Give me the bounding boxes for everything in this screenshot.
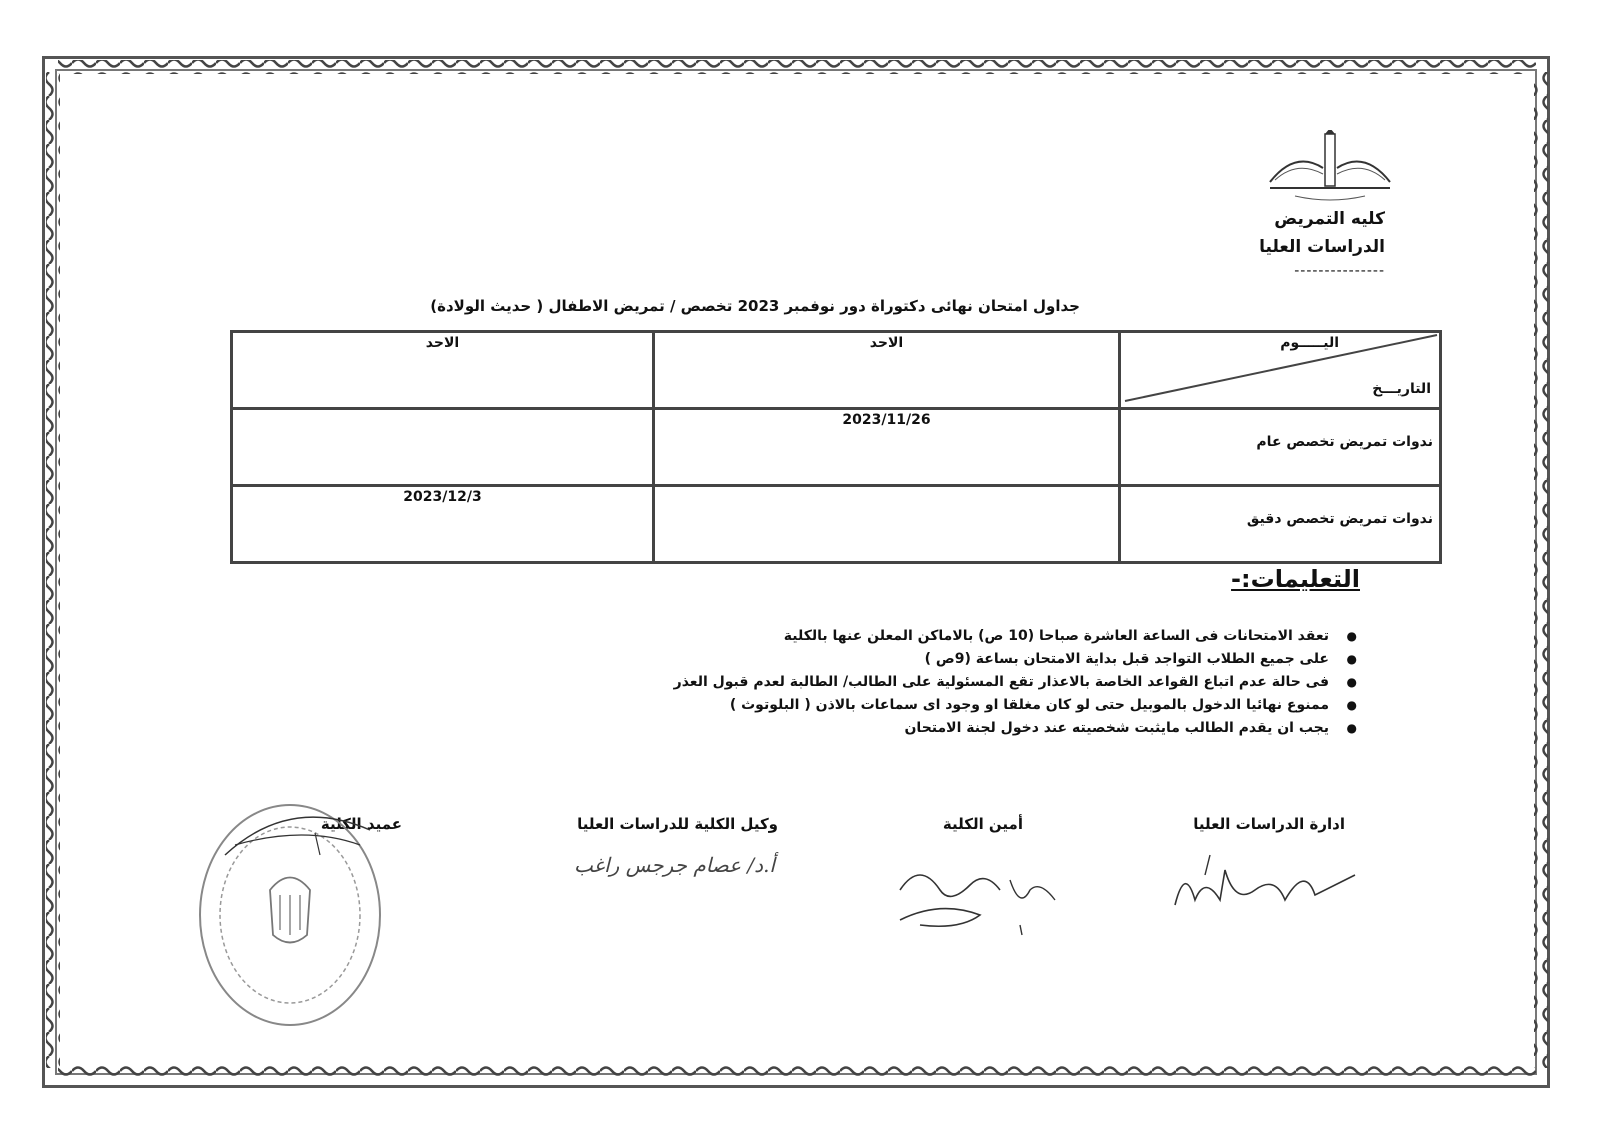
- faculty-name: كليه التمريض: [1274, 209, 1385, 229]
- instruction-text: على جميع الطلاب التواجد قبل بداية الامتحان بساعة (9ص ): [924, 651, 1329, 667]
- document-content: [60, 75, 1535, 1065]
- exam-schedule-table: [230, 330, 1442, 564]
- table-header-row: [232, 332, 1441, 409]
- bullet-icon: ●: [1346, 652, 1357, 666]
- date-cell: [654, 486, 1120, 563]
- department-name: الدراسات العليا: [1259, 237, 1385, 257]
- bullet-icon: ●: [1346, 675, 1357, 689]
- header-divider: ---------------: [1294, 263, 1385, 279]
- instructions-list: [674, 625, 1357, 740]
- bullet-icon: ●: [1346, 721, 1357, 735]
- instruction-text: يجب ان يقدم الطالب مايثبت شخصيته عند دخول لجنة الامتحان: [904, 720, 1329, 736]
- date-cell: 2023/11/26: [654, 409, 1120, 486]
- row-label: ندوات تمريض تخصص عام: [1120, 409, 1441, 486]
- signature-title-vice-dean: وكيل الكلية للدراسات العليا: [577, 815, 778, 833]
- bullet-icon: ●: [1346, 698, 1357, 712]
- signature-title-admin: ادارة الدراسات العليا: [1193, 815, 1345, 833]
- signature-title-secretary: أمين الكلية: [942, 815, 1023, 833]
- university-logo-icon: [1265, 130, 1395, 205]
- list-item: [674, 694, 1357, 717]
- bullet-icon: ●: [1346, 629, 1357, 643]
- instruction-text: تعقد الامتحانات فى الساعة العاشرة صباحا (10 ص) بالاماكن المعلن عنها بالكلية: [783, 628, 1329, 644]
- secretary-signature: [880, 850, 1070, 950]
- list-item: [674, 717, 1357, 740]
- instructions-title: التعليمات:-: [1231, 565, 1360, 593]
- table-row: [232, 409, 1441, 486]
- list-item: [674, 648, 1357, 671]
- faculty-seal-stamp: [195, 795, 385, 1035]
- table-corner-cell: [1120, 332, 1441, 409]
- list-item: [674, 671, 1357, 694]
- day-header: الاحد: [232, 332, 654, 409]
- college-header: [1259, 205, 1385, 261]
- row-label: ندوات تمريض تخصص دقيق: [1120, 486, 1441, 563]
- list-item: [674, 625, 1357, 648]
- instruction-text: فى حالة عدم اتباع القواعد الخاصة بالاعذار تقع المسئولية على الطالب/ الطالبة لعدم قبول العذر: [673, 674, 1329, 690]
- corner-day-label: اليـــــوم: [1280, 335, 1339, 351]
- vice-dean-handwriting: أ.د/ عصام جرجس راغب: [574, 853, 775, 877]
- date-cell: 2023/12/3: [232, 486, 654, 563]
- table-row: [232, 486, 1441, 563]
- corner-date-label: التاريـــخ: [1372, 381, 1431, 397]
- day-header: الاحد: [654, 332, 1120, 409]
- admin-signature: [1165, 845, 1365, 925]
- schedule-title: جداول امتحان نهائى دكتوراة دور نوفمبر 2023 تخصص / تمريض الاطفال ( حديث الولادة): [430, 297, 1080, 315]
- signature-title-dean: عميد الكلية: [320, 815, 402, 833]
- instruction-text: ممنوع نهائيا الدخول بالموبيل حتى لو كان مغلقا او وجود اى سماعات بالاذن ( البلوتوث ): [729, 697, 1329, 713]
- date-cell: [232, 409, 654, 486]
